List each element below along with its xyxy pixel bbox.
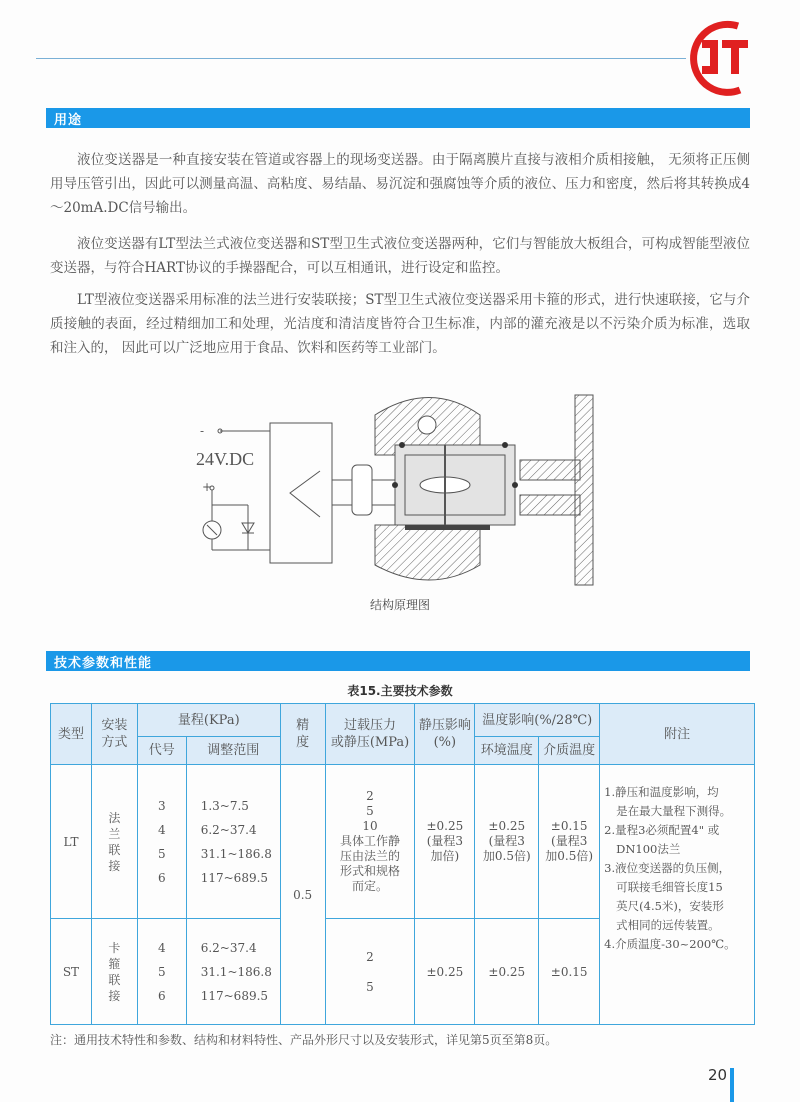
cell-mounting: 卡箍联接 (91, 919, 137, 1025)
section-bar-usage (46, 108, 750, 128)
svg-text:24V.DC: 24V.DC (196, 449, 255, 469)
cell-medium: ±0.15 (量程3 加0.5倍) (539, 765, 600, 919)
header-adjust-range: 调整范围 (186, 737, 280, 765)
cell-medium: ±0.15 (539, 919, 600, 1025)
header-code: 代号 (137, 737, 186, 765)
cell-accuracy: 0.5 (280, 765, 325, 1025)
section-title-usage: 用途 (54, 113, 83, 128)
section-title-specs: 技术参数和性能 (54, 656, 153, 671)
cell-overload: 2 5 10 具体工作静 压由法兰的 形式和规格 而定。 (325, 765, 415, 919)
page-number-bar (730, 1068, 734, 1102)
cell-ranges: 6.2~37.4 31.1~186.8 117~689.5 (186, 919, 280, 1025)
cell-ambient: ±0.25 (475, 919, 539, 1025)
header-ambient: 环境温度 (475, 737, 539, 765)
cell-static: ±0.25 (415, 919, 475, 1025)
cell-codes: 4 5 6 (137, 919, 186, 1025)
section-bar-specs (46, 651, 750, 671)
spec-table (50, 703, 755, 1025)
header-range: 量程(KPa) (137, 704, 280, 737)
header-medium: 介质温度 (539, 737, 600, 765)
table-note: 注：通用技术特性和参数、结构和材料特性、产品外形尺寸以及安装形式，详见第5页至第8页。 (50, 1033, 558, 1047)
cell-static: ±0.25 (量程3 加倍) (415, 765, 475, 919)
cell-mounting: 法兰联接 (91, 765, 137, 919)
company-logo (680, 18, 760, 98)
header-remarks: 附注 (600, 704, 755, 765)
table-row-lt (51, 765, 755, 919)
cell-remarks: 1.静压和温度影响，均 是在最大量程下测得。 2.量程3必须配置4" 或 DN100法兰 3.液位变送器的负压侧， 可联接毛细管长度15 英尺(4.5米)，安装形 式相同的远传装置。 4.介质温度-30~200℃。 (600, 765, 755, 1025)
header-temp: 温度影响(%/28℃) (475, 704, 600, 737)
page-number: 20 (708, 1066, 728, 1084)
header-mounting: 安装方式 (91, 704, 137, 765)
header-type: 类型 (51, 704, 92, 765)
svg-text:-: - (200, 424, 205, 438)
header-overload: 过载压力 或静压(MPa) (325, 704, 415, 765)
svg-text:+: + (202, 480, 213, 494)
cell-type: ST (51, 919, 92, 1025)
structure-diagram (190, 385, 610, 595)
cell-type: LT (51, 765, 92, 919)
cell-overload: 2 5 (325, 919, 415, 1025)
diagram-caption: 结构原理图 (370, 598, 431, 612)
header-static: 静压影响 (%) (415, 704, 475, 765)
paragraph-3: LT型液位变送器采用标准的法兰进行安装联接；ST型卫生式液位变送器采用卡箍的形式，进行快速联接，它与介质接触的表面，经过精细加工和处理，光洁度和清洁度皆符合卫生标准，内部的灌充液是以不污染介质为标准，选取和注入的， 因此可以广泛地应用于食品、饮料和医药等工业部门。 (50, 292, 750, 356)
paragraph-1: 液位变送器是一种直接安装在管道或容器上的现场变送器。由于隔离膜片直接与液相介质相接触， 无须将正压侧用导压管引出，因此可以测量高温、高粘度、易结晶、易沉淀和强腐蚀等介质的液位、压力和密度，然后将其转换成4～20mA.DC信号输出。 (50, 152, 750, 216)
cell-ambient: ±0.25 (量程3 加0.5倍) (475, 765, 539, 919)
table-title: 表15.主要技术参数 (347, 684, 453, 698)
cell-codes: 3 4 5 6 (137, 765, 186, 919)
cell-ranges: 1.3~7.5 6.2~37.4 31.1~186.8 117~689.5 (186, 765, 280, 919)
header-accuracy: 精度 (280, 704, 325, 765)
paragraph-2: 液位变送器有LT型法兰式液位变送器和ST型卫生式液位变送器两种，它们与智能放大板组合，可构成智能型液位变送器，与符合HART协议的手操器配合，可以互相通讯，进行设定和监控。 (50, 236, 750, 276)
header-rule (36, 58, 686, 59)
